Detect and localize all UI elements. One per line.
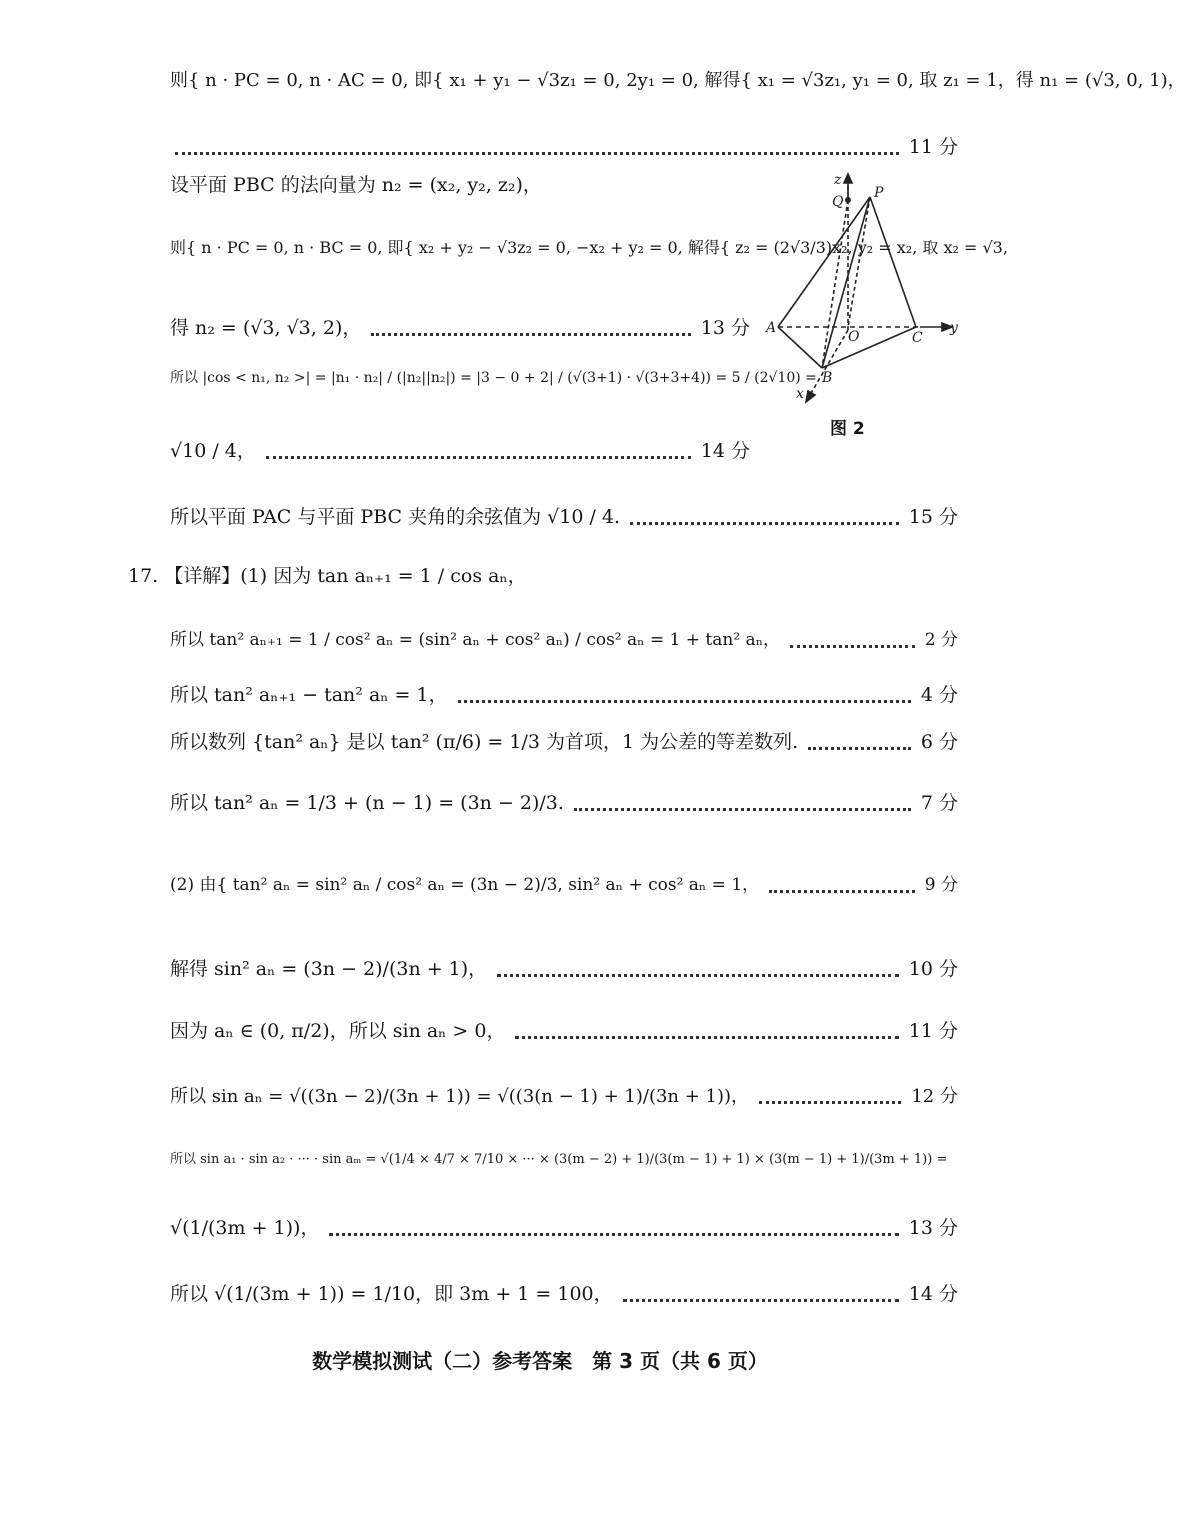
score-label: 2 分 bbox=[924, 630, 958, 650]
edge-PB bbox=[822, 197, 870, 368]
leader-dots bbox=[574, 808, 911, 811]
score-label: 14 分 bbox=[908, 1283, 958, 1305]
line-17 bbox=[170, 1086, 958, 1108]
score-label: 12 分 bbox=[911, 1086, 958, 1107]
line-9 bbox=[128, 565, 958, 588]
score-label: 9 分 bbox=[924, 875, 958, 895]
line-2 bbox=[165, 136, 958, 159]
score-label: 4 分 bbox=[920, 684, 958, 706]
line-text: (2) 由{ tan² aₙ = sin² aₙ / cos² aₙ = (3n − 2)/3, sin² aₙ + cos² aₙ = 1， bbox=[170, 875, 760, 895]
edge-BC bbox=[822, 327, 916, 368]
x-axis-arrow bbox=[806, 391, 815, 402]
line-text: 所以 tan² aₙ₊₁ − tan² aₙ = 1， bbox=[170, 684, 448, 706]
edge-PC bbox=[870, 197, 916, 327]
label-Q: Q bbox=[832, 194, 844, 210]
line-6 bbox=[170, 370, 817, 387]
line-text: 则{ n · PC = 0, n · BC = 0, 即{ x₂ + y₂ − √3z₂ = 0, −x₂ + y₂ = 0, 解得{ z₂ = (2√3/3)x₂, y₂ = x₂, 取 x₂ = √3, bbox=[170, 238, 1008, 257]
label-y: y bbox=[950, 320, 958, 336]
line-text: 因为 aₙ ∈ (0, π/2)，所以 sin aₙ > 0， bbox=[170, 1020, 506, 1042]
score-label: 11 分 bbox=[908, 136, 958, 158]
score-label: 7 分 bbox=[920, 792, 958, 814]
line-14 bbox=[170, 875, 958, 895]
line-18 bbox=[170, 1152, 955, 1168]
line-text: 所以 tan² aₙ₊₁ = 1 / cos² aₙ = (sin² aₙ + cos² aₙ) / cos² aₙ = 1 + tan² aₙ， bbox=[170, 630, 781, 650]
line-text: √10 / 4， bbox=[170, 440, 256, 462]
line-1 bbox=[170, 70, 1186, 92]
score-label: 11 分 bbox=[908, 1020, 958, 1042]
line-text: 所以 tan² aₙ = 1/3 + (n − 1) = (3n − 2)/3. bbox=[170, 792, 564, 814]
line-8 bbox=[170, 506, 958, 529]
leader-dots bbox=[266, 456, 691, 459]
leader-dots bbox=[329, 1233, 898, 1236]
score-label: 14 分 bbox=[700, 440, 750, 462]
line-text: 设平面 PBC 的法向量为 n₂ = (x₂, y₂, z₂)， bbox=[170, 174, 542, 196]
line-19 bbox=[170, 1217, 958, 1240]
figure-caption: 图 2 bbox=[830, 419, 865, 439]
line-text: 所以 |cos < n₁, n₂ >| = |n₁ · n₂| / (|n₂||n₂|) = |3 − 0 + 2| / (√(3+1) · √(3+3+4)) = 5 / (2√10) = bbox=[170, 370, 817, 386]
score-label: 13 分 bbox=[700, 317, 750, 339]
score-label: 10 分 bbox=[908, 958, 958, 980]
label-x: x bbox=[796, 386, 804, 402]
line-13 bbox=[170, 792, 958, 815]
line-4 bbox=[170, 238, 1008, 257]
figure-2-pyramid bbox=[766, 170, 970, 410]
leader-dots bbox=[371, 333, 690, 336]
edge-PA bbox=[778, 197, 870, 327]
line-text: 17. 【详解】(1) 因为 tan aₙ₊₁ = 1 / cos aₙ， bbox=[128, 565, 527, 587]
label-A: A bbox=[766, 320, 777, 336]
leader-dots bbox=[515, 1036, 898, 1039]
edge-AB bbox=[778, 327, 822, 368]
line-text: 解得 sin² aₙ = (3n − 2)/(3n + 1)， bbox=[170, 958, 488, 980]
line-12 bbox=[170, 731, 958, 754]
leader-dots bbox=[175, 152, 899, 155]
score-label: 15 分 bbox=[908, 506, 958, 528]
leader-dots bbox=[630, 522, 899, 525]
label-z: z bbox=[834, 172, 842, 188]
line-text: 所以平面 PAC 与平面 PBC 夹角的余弦值为 √10 / 4. bbox=[170, 506, 621, 528]
line-text: √(1/(3m + 1))， bbox=[170, 1217, 320, 1239]
label-O: O bbox=[848, 329, 860, 345]
leader-dots bbox=[769, 890, 915, 893]
line-16 bbox=[170, 1020, 958, 1043]
score-label: 6 分 bbox=[920, 731, 958, 753]
edge-QB bbox=[822, 200, 848, 368]
line-20 bbox=[170, 1283, 958, 1306]
line-text: 得 n₂ = (√3, √3, 2)， bbox=[170, 317, 362, 339]
line-15 bbox=[170, 958, 958, 981]
score-label: 13 分 bbox=[908, 1217, 958, 1239]
line-text: 所以 √(1/(3m + 1)) = 1/10，即 3m + 1 = 100， bbox=[170, 1283, 613, 1305]
z-axis-arrow bbox=[844, 174, 852, 183]
line-5 bbox=[170, 317, 750, 340]
leader-dots bbox=[790, 645, 915, 648]
page-footer: 数学模拟测试（二）参考答案 第 3 页（共 6 页） bbox=[312, 1349, 768, 1373]
label-C: C bbox=[912, 330, 923, 346]
line-text: 则{ n · PC = 0, n · AC = 0, 即{ x₁ + y₁ − √3z₁ = 0, 2y₁ = 0, 解得{ x₁ = √3z₁, y₁ = 0, 取 z₁ = 1，得 n₁ = (√3, 0, 1)， bbox=[170, 70, 1186, 91]
label-P: P bbox=[874, 185, 884, 201]
line-3 bbox=[170, 174, 750, 197]
line-text: 所以数列 {tan² aₙ} 是以 tan² (π/6) = 1/3 为首项，1 为公差的等差数列. bbox=[170, 731, 799, 753]
line-11 bbox=[170, 684, 958, 707]
leader-dots bbox=[623, 1299, 899, 1302]
point-Q bbox=[845, 197, 851, 203]
leader-dots bbox=[759, 1101, 901, 1104]
line-text: 所以 sin a₁ · sin a₂ · ··· · sin aₘ = √(1/4 × 4/7 × 7/10 × ··· × (3(m − 2) + 1)/(3(m − 1) + 1) × (3(m − 1) + 1)/(3m + 1)) = bbox=[170, 1152, 948, 1167]
label-B: B bbox=[822, 370, 833, 386]
leader-dots bbox=[497, 974, 899, 977]
line-7 bbox=[170, 440, 750, 463]
line-text: 所以 sin aₙ = √((3n − 2)/(3n + 1)) = √((3(n − 1) + 1)/(3n + 1))， bbox=[170, 1086, 750, 1107]
line-10 bbox=[170, 630, 958, 650]
leader-dots bbox=[808, 747, 911, 750]
leader-dots bbox=[458, 700, 911, 703]
